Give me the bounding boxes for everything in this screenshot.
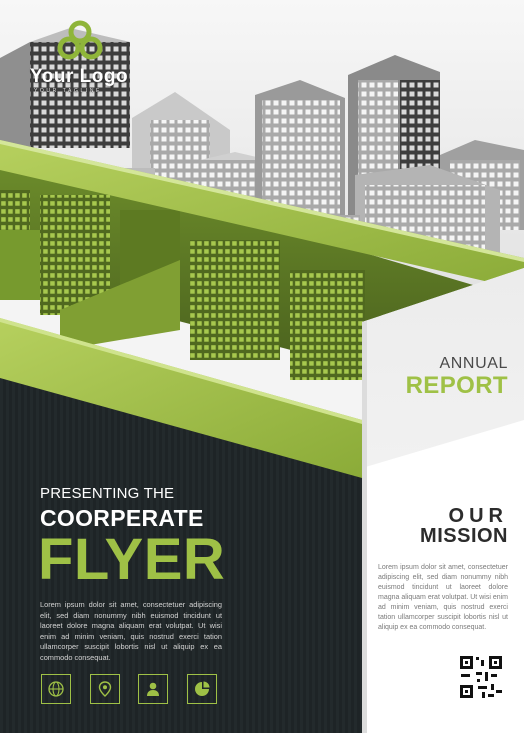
user-icon [138,674,168,704]
annual-label: ANNUAL [439,355,508,372]
mission-body-text: Lorem ipsum dolor sit amet, consectetuer adipiscing elit, sed diam nonummy nibh euismod tincidunt ut laoreet dolore magna aliquam erat volutpat. Ut wisi enim ad minim veniam, quis nostrud exerci tation ullamcorper suscipit lobortis nisl ut aliquip ex ea commodo consequat. [378,564,508,631]
left-body-text: Lorem ipsum dolor sit amet, consectetuer adipiscing elit, sed diam nonummy nibh euismod tincidunt ut laoreet dolore magna aliquam erat volutpat. Ut wisi enim ad minim veniam, quis nostrud exerci tation ullamcorper suscipit lobortis nisl ut aliquip ex ea commodo consequat. [40,600,222,662]
headline-corporate: COORPERATE [40,505,204,531]
logo-text: Your Logo [30,66,129,87]
headline-presenting: PRESENTING THE [40,485,175,502]
mission-title: MISSION [420,525,508,547]
logo-tagline: YOUR TAGLINE [34,88,102,94]
mission-title-our: OUR [448,505,508,527]
headline-flyer: FLYER [38,527,226,592]
report-label: REPORT [405,372,508,399]
globe-icon [41,674,71,704]
location-pin-icon [90,674,120,704]
qr-code [458,654,504,700]
pie-chart-icon [187,674,217,704]
